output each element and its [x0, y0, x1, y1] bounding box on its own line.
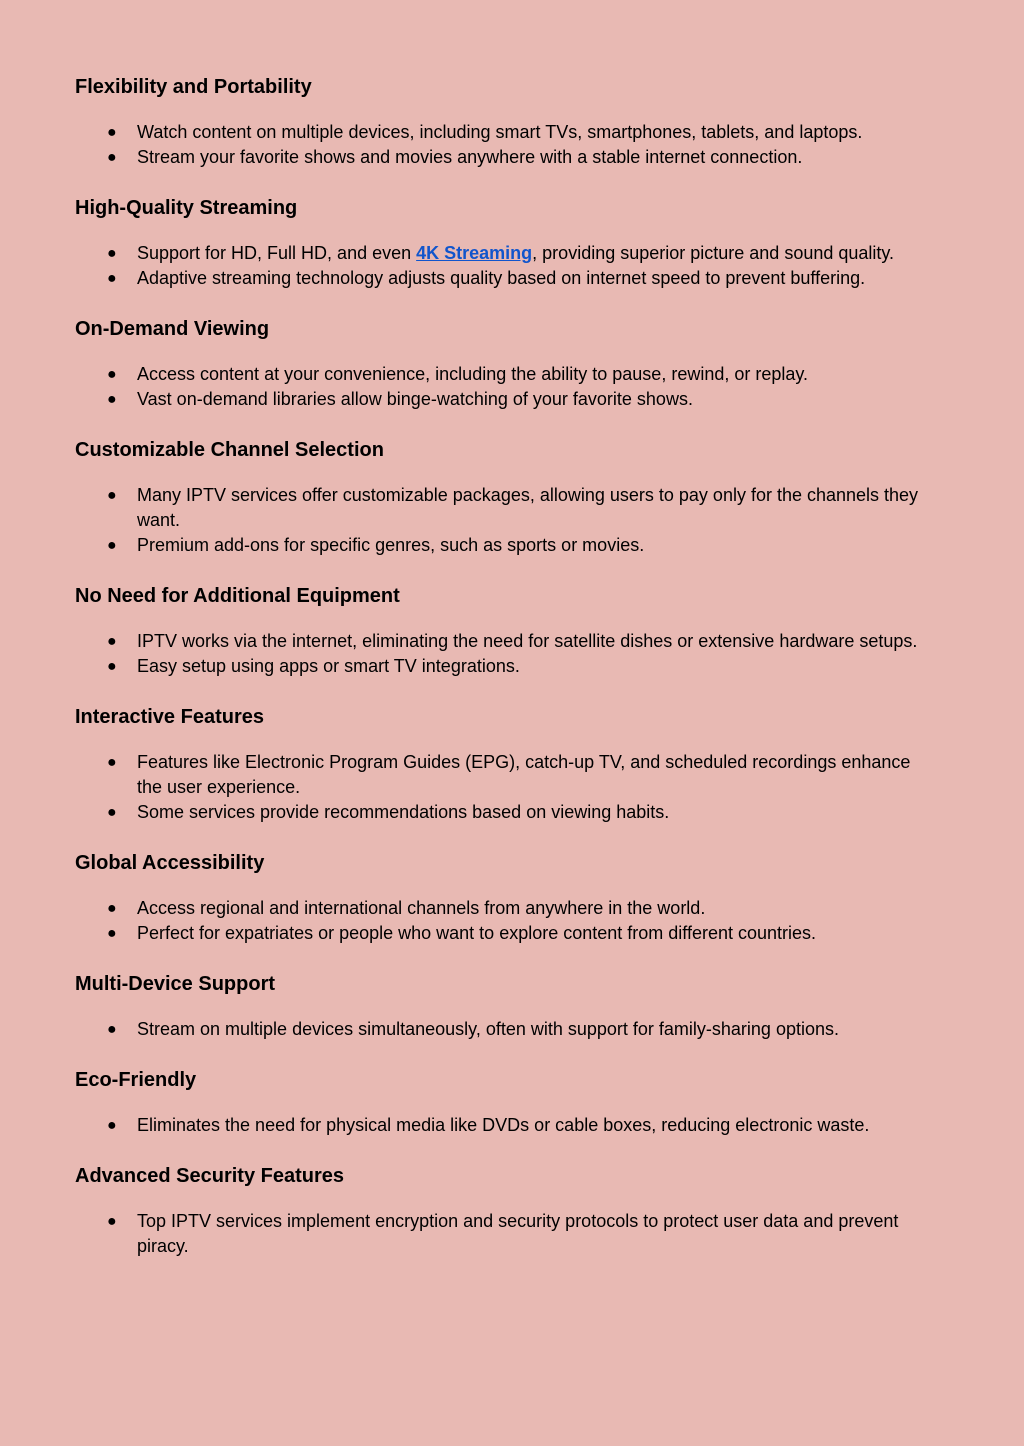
- section-heading: Global Accessibility: [75, 852, 265, 874]
- bullet-list: [75, 362, 944, 412]
- section-high-quality-streaming: [75, 195, 944, 291]
- list-item: ● Premium add-ons for specific genres, such as sports or movies.: [75, 533, 937, 558]
- bullet-icon: ●: [107, 149, 117, 166]
- bullet-icon: ●: [107, 245, 117, 262]
- section-multi-device-support: [75, 971, 944, 1042]
- list-item: ● Top IPTV services implement encryption and security protocols to protect user data and prevent piracy.: [107, 1211, 899, 1256]
- section-heading: High-Quality Streaming: [75, 197, 298, 219]
- bullet-icon: ●: [107, 754, 117, 771]
- list-item: ● Access regional and international channels from anywhere in the world.: [75, 896, 937, 921]
- bullet-icon: ●: [107, 124, 117, 141]
- list-item: ● Perfect for expatriates or people who want to explore content from different countries.: [75, 921, 937, 946]
- list-item: ● IPTV works via the internet, eliminating the need for satellite dishes or extensive hardware setups.: [75, 629, 937, 654]
- bullet-icon: ●: [107, 804, 117, 821]
- bullet-icon: ●: [107, 658, 117, 675]
- bullet-icon: ●: [107, 925, 117, 942]
- bullet-list: [75, 629, 944, 679]
- list-item: ● Access content at your convenience, including the ability to pause, rewind, or replay.: [75, 362, 937, 387]
- list-item: ● Easy setup using apps or smart TV integrations.: [75, 654, 937, 679]
- list-item: ● Features like Electronic Program Guides (EPG), catch-up TV, and scheduled recordings enhance the user experience.: [107, 752, 911, 797]
- list-item: ● Adaptive streaming technology adjusts quality based on internet speed to prevent buffering.: [75, 266, 937, 291]
- list-item: ● Vast on-demand libraries allow binge-watching of your favorite shows.: [75, 387, 937, 412]
- bullet-icon: ●: [107, 1213, 117, 1230]
- bullet-list: [75, 241, 944, 291]
- bullet-icon: ●: [107, 391, 117, 408]
- section-interactive-features: [75, 704, 944, 825]
- list-item: ● Support for HD, Full HD, and even 4K Streaming, providing superior picture and sound quality.: [75, 241, 937, 266]
- section-heading: Customizable Channel Selection: [75, 439, 384, 461]
- list-item: ● Watch content on multiple devices, including smart TVs, smartphones, tablets, and laptops.: [75, 120, 937, 145]
- bullet-icon: ●: [107, 1117, 117, 1134]
- section-no-additional-equipment: [75, 583, 944, 679]
- section-heading: Eco-Friendly: [75, 1069, 197, 1091]
- list-item: ● Some services provide recommendations based on viewing habits.: [75, 800, 937, 825]
- section-global-accessibility: [75, 850, 944, 946]
- bullet-list: [75, 1017, 944, 1042]
- section-eco-friendly: [75, 1067, 944, 1138]
- list-item: ● Eliminates the need for physical media like DVDs or cable boxes, reducing electronic waste.: [75, 1113, 937, 1138]
- bullet-list: [75, 1209, 944, 1259]
- section-heading: No Need for Additional Equipment: [75, 585, 400, 607]
- list-item: ● Stream on multiple devices simultaneously, often with support for family-sharing options.: [75, 1017, 937, 1042]
- bullet-icon: ●: [107, 1021, 117, 1038]
- section-customizable-channels: [75, 437, 944, 558]
- section-heading: Interactive Features: [75, 706, 264, 728]
- bullet-icon: ●: [107, 270, 117, 287]
- 4k-streaming-link[interactable]: 4K Streaming: [416, 243, 533, 263]
- bullet-icon: ●: [107, 900, 117, 917]
- bullet-list: [75, 750, 944, 825]
- bullet-list: [75, 120, 944, 170]
- bullet-icon: ●: [107, 487, 117, 504]
- list-item: ● Many IPTV services offer customizable packages, allowing users to pay only for the channels they want.: [107, 485, 919, 530]
- section-heading: Multi-Device Support: [75, 973, 276, 995]
- bullet-list: [75, 896, 944, 946]
- section-on-demand-viewing: [75, 316, 944, 412]
- bullet-icon: ●: [107, 633, 117, 650]
- bullet-icon: ●: [107, 537, 117, 554]
- bullet-list: [75, 1113, 944, 1138]
- list-item: ● Stream your favorite shows and movies anywhere with a stable internet connection.: [75, 145, 937, 170]
- bullet-list: [75, 483, 944, 558]
- section-advanced-security: [75, 1163, 944, 1259]
- section-heading: On-Demand Viewing: [75, 318, 270, 340]
- section-flexibility-portability: [75, 74, 944, 170]
- section-heading: Advanced Security Features: [75, 1165, 344, 1187]
- bullet-icon: ●: [107, 366, 117, 383]
- section-heading: Flexibility and Portability: [75, 76, 312, 98]
